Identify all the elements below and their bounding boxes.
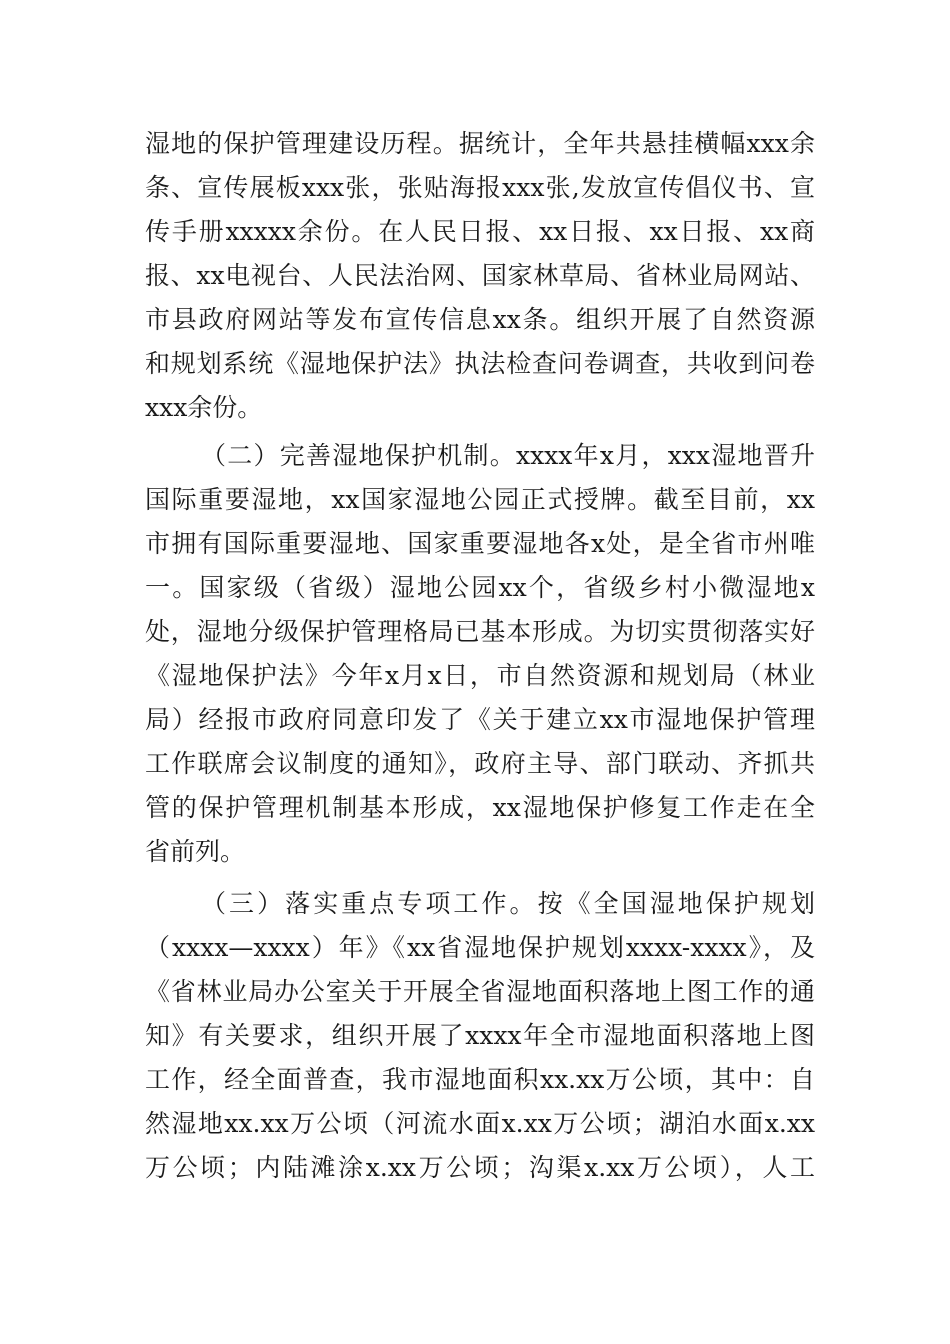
text-line: 局）经报市政府同意印发了《关于建立xx市湿地保护管理 — [145, 705, 815, 734]
text-line: 处，湿地分级保护管理格局已基本形成。为切实贯彻落实好 — [145, 617, 815, 646]
text-line: 管的保护管理机制基本形成，xx湿地保护修复工作走在全 — [145, 793, 815, 822]
text-line: 和规划系统《湿地保护法》执法检查问卷调查，共收到问卷 — [145, 349, 815, 378]
text-line: 市拥有国际重要湿地、国家重要湿地各x处，是全省市州唯 — [145, 529, 815, 558]
text-line: 湿地的保护管理建设历程。据统计，全年共悬挂横幅xxx余 — [145, 129, 815, 158]
text-line: 报、xx电视台、人民法治网、国家林草局、省林业局网站、 — [145, 261, 815, 290]
text-line: 《省林业局办公室关于开展全省湿地面积落地上图工作的通 — [145, 977, 815, 1006]
text-line: 工作，经全面普查，我市湿地面积xx.xx万公顷，其中：自 — [145, 1065, 815, 1094]
text-line: 工作联席会议制度的通知》，政府主导、部门联动、齐抓共 — [145, 749, 815, 778]
text-line: 《湿地保护法》今年x月x日，市自然资源和规划局（林业 — [145, 661, 815, 690]
text-line: 条、宣传展板xxx张，张贴海报xxx张,发放宣传倡仪书、宣 — [145, 173, 815, 202]
text-line: （xxxx—xxxx）年》《xx省湿地保护规划xxxx-xxxx》，及 — [145, 933, 815, 962]
text-line: 国际重要湿地，xx国家湿地公园正式授牌。截至目前，xx — [145, 485, 815, 514]
text-line: 一。国家级（省级）湿地公园xx个，省级乡村小微湿地x — [145, 573, 815, 602]
text-line: 万公顷；内陆滩涂x.xx万公顷；沟渠x.xx万公顷），人工 — [145, 1153, 815, 1182]
text-line: 市县政府网站等发布宣传信息xx条。组织开展了自然资源 — [145, 305, 815, 334]
text-line: xxx余份。 — [145, 393, 263, 422]
text-line: 知》有关要求，组织开展了xxxx年全市湿地面积落地上图 — [145, 1021, 815, 1050]
text-line: 传手册xxxxx余份。在人民日报、xx日报、xx日报、xx商 — [145, 217, 815, 246]
text-line: 省前列。 — [145, 837, 246, 866]
text-line: 然湿地xx.xx万公顷（河流水面x.xx万公顷；湖泊水面x.xx — [145, 1109, 815, 1138]
section-heading-line: （二）完善湿地保护机制。xxxx年x月，xxx湿地晋升 — [201, 441, 815, 470]
section-heading-line: （三）落实重点专项工作。按《全国湿地保护规划 — [201, 889, 815, 918]
